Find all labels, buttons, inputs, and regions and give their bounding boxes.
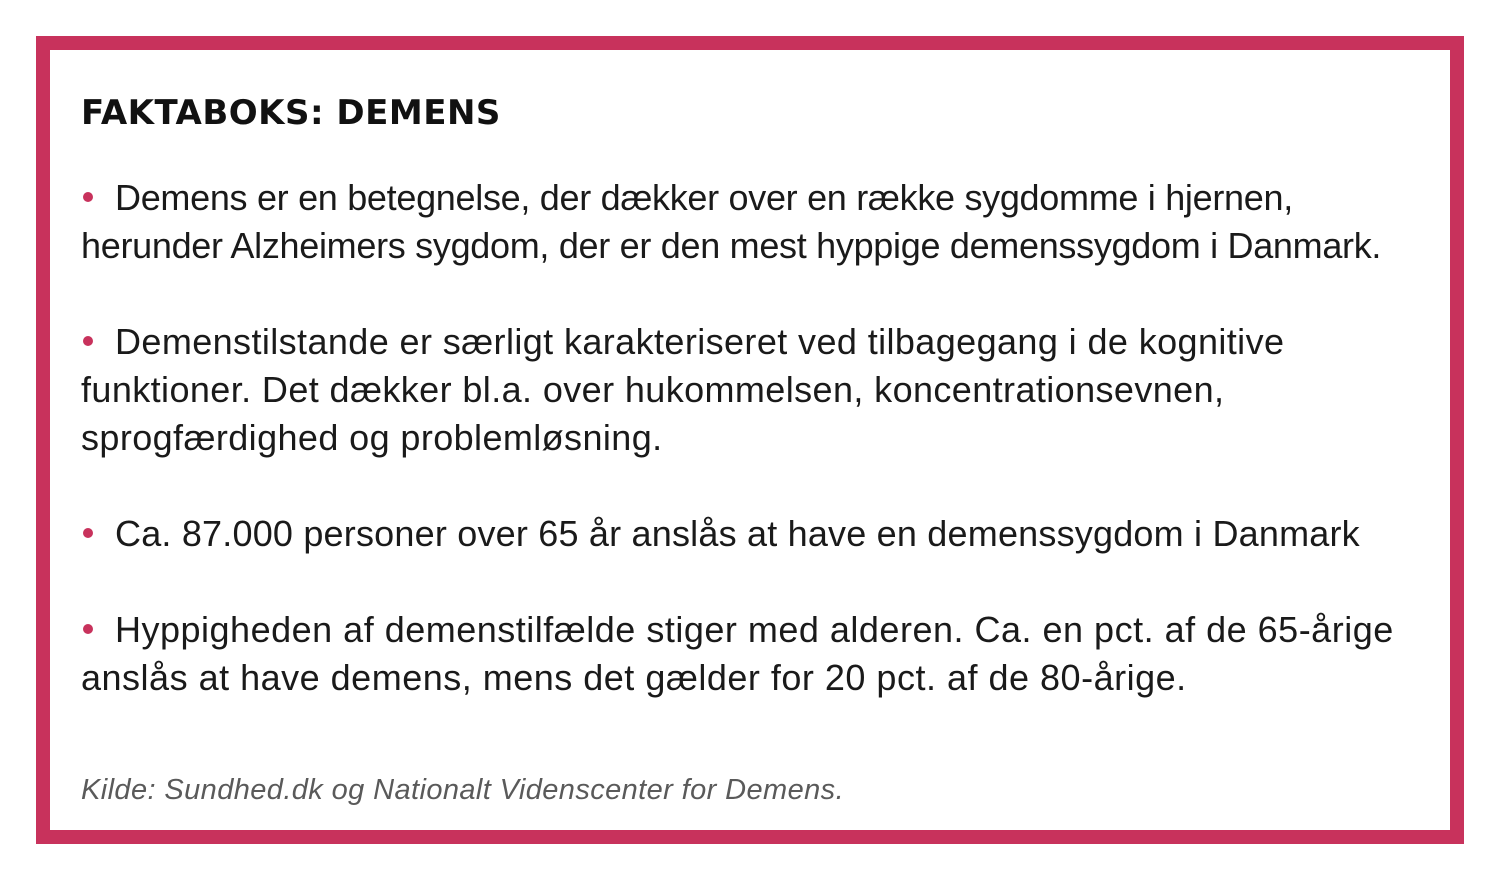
fact-box-title: FAKTABOKS: DEMENS	[81, 93, 501, 133]
fact-text: Demenstilstande er særligt karakteriseret ved tilbagegang i de kognitive funktioner. Det dækker bl.a. over hukommelsen, koncentrationsevnen, sprogfærdighed og problemløsning.	[81, 321, 1285, 458]
fact-box	[36, 36, 1464, 844]
fact-item	[81, 510, 1431, 558]
bullet-icon	[83, 336, 93, 346]
fact-text: Demens er en betegnelse, der dækker over en række sygdomme i hjernen, herunder Alzheimers sygdom, der er den mest hyppige demenssygdom i Danmark.	[81, 177, 1382, 266]
bullet-icon	[83, 192, 93, 202]
fact-item	[81, 174, 1431, 270]
fact-text: Hyppigheden af demenstilfælde stiger med alderen. Ca. en pct. af de 65-årige anslås at have demens, mens det gælder for 20 pct. af de 80-årige.	[81, 609, 1394, 698]
source-citation: Kilde: Sundhed.dk og Nationalt Videnscenter for Demens.	[81, 774, 845, 806]
fact-item	[81, 606, 1431, 702]
fact-text: Ca. 87.000 personer over 65 år anslås at have en demenssygdom i Danmark	[115, 513, 1360, 554]
bullet-icon	[83, 528, 93, 538]
fact-item	[81, 318, 1431, 462]
bullet-icon	[83, 624, 93, 634]
